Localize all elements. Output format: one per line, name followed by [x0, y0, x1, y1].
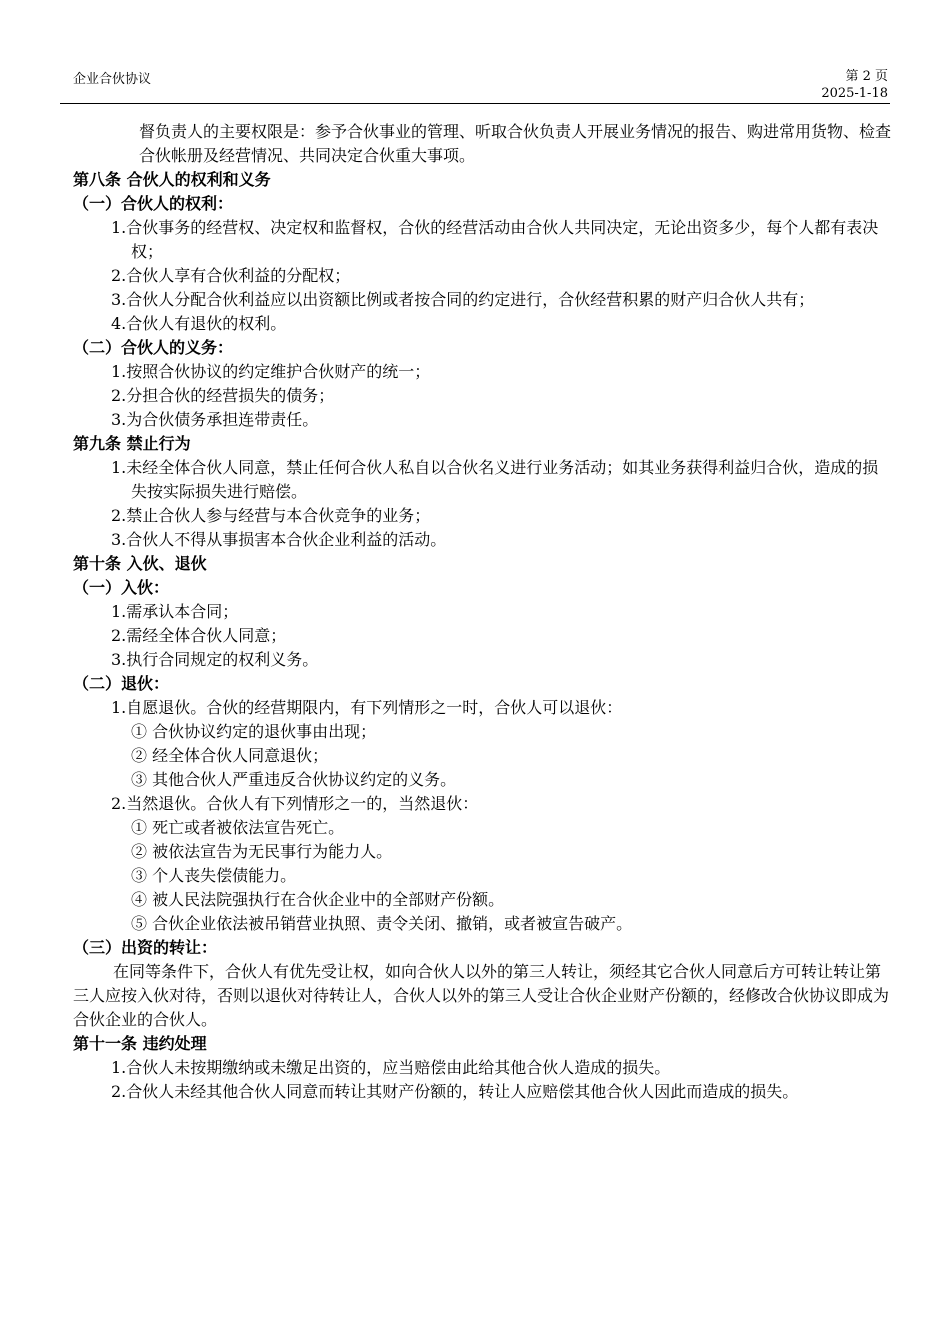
section-withdraw-title: （二）退伙： — [73, 674, 170, 693]
sub-item: ⑤ 合伙企业依法被吊销营业执照、责令关闭、撤销，或者被宣告破产。 — [131, 914, 633, 933]
list-item: 1.需承认本合同； — [111, 602, 239, 621]
article-10-title: 第十条 入伙、退伙 — [73, 554, 207, 573]
list-item: 1.按照合伙协议的约定维护合伙财产的统一； — [111, 362, 431, 381]
article-9-title: 第九条 禁止行为 — [73, 434, 191, 453]
list-item: 2.禁止合伙人参与经营与本合伙竞争的业务； — [111, 506, 431, 525]
sub-item: ④ 被人民法院强执行在合伙企业中的全部财产份额。 — [131, 890, 505, 909]
list-item: 1.自愿退伙。合伙的经营期限内，有下列情形之一时，合伙人可以退伙： — [111, 698, 623, 717]
header-date: 2025-1-18 — [821, 86, 888, 101]
sub-item: ② 被依法宣告为无民事行为能力人。 — [131, 842, 393, 861]
list-item: 3.合伙人不得从事损害本合伙企业利益的活动。 — [111, 530, 447, 549]
list-item: 2.合伙人享有合伙利益的分配权； — [111, 266, 351, 285]
page-number: 第 2 页 — [845, 69, 888, 84]
section-transfer-title: （三）出资的转让： — [73, 938, 218, 957]
list-item: 3.为合伙债务承担连带责任。 — [111, 410, 319, 429]
list-item: 3.合伙人分配合伙利益应以出资额比例或者按合同的约定进行，合伙经营积累的财产归合伙人共有； — [111, 290, 815, 309]
sub-item: ① 合伙协议约定的退伙事由出现； — [131, 722, 377, 741]
sub-item: ③ 个人丧失偿债能力。 — [131, 866, 297, 885]
article-11-title: 第十一条 违约处理 — [73, 1034, 207, 1053]
lead-paragraph: 督负责人的主要权限是：参予合伙事业的管理、听取合伙负责人开展业务情况的报告、购进常用货物、检查合伙帐册及经营情况、共同决定合伙重大事项。 — [139, 122, 892, 165]
list-item: 2.分担合伙的经营损失的债务； — [111, 386, 335, 405]
article-8-title: 第八条 合伙人的权利和义务 — [73, 170, 271, 189]
list-item: 2.需经全体合伙人同意； — [111, 626, 287, 645]
section-join-title: （一）入伙： — [73, 578, 170, 597]
list-item: 3.执行合同规定的权利义务。 — [111, 650, 319, 669]
list-item: 1.合伙事务的经营权、决定权和监督权，合伙的经营活动由合伙人共同决定，无论出资多少，每个人都有表决权； — [111, 218, 879, 261]
list-item: 4.合伙人有退伙的权利。 — [111, 314, 287, 333]
sub-item: ③ 其他合伙人严重违反合伙协议约定的义务。 — [131, 770, 457, 789]
section-rights-title: （一）合伙人的权利： — [73, 194, 234, 213]
list-item: 1.未经全体合伙人同意，禁止任何合伙人私自以合伙名义进行业务活动；如其业务获得利益归合伙，造成的损失按实际损失进行赔偿。 — [111, 458, 879, 501]
list-item: 1.合伙人未按期缴纳或未缴足出资的，应当赔偿由此给其他合伙人造成的损失。 — [111, 1058, 671, 1077]
sub-item: ① 死亡或者被依法宣告死亡。 — [131, 818, 345, 837]
header-rule — [60, 103, 890, 104]
section-duties-title: （二）合伙人的义务： — [73, 338, 234, 357]
sub-item: ② 经全体合伙人同意退伙； — [131, 746, 329, 765]
header-meta — [821, 68, 888, 102]
header-title: 企业合伙协议 — [73, 72, 152, 87]
transfer-paragraph: 在同等条件下，合伙人有优先受让权，如向合伙人以外的第三人转让，须经其它合伙人同意后方可转让转让第三人应按入伙对待，否则以退伙对待转让人，合伙人以外的第三人受让合伙企业财产份额的，经修改合伙协议即成为合伙企业的合伙人。 — [73, 962, 890, 1029]
list-item: 2.当然退伙。合伙人有下列情形之一的，当然退伙： — [111, 794, 479, 813]
list-item: 2.合伙人未经其他合伙人同意而转让其财产份额的，转让人应赔偿其他合伙人因此而造成的损失。 — [111, 1082, 799, 1101]
document-body — [73, 120, 893, 1104]
